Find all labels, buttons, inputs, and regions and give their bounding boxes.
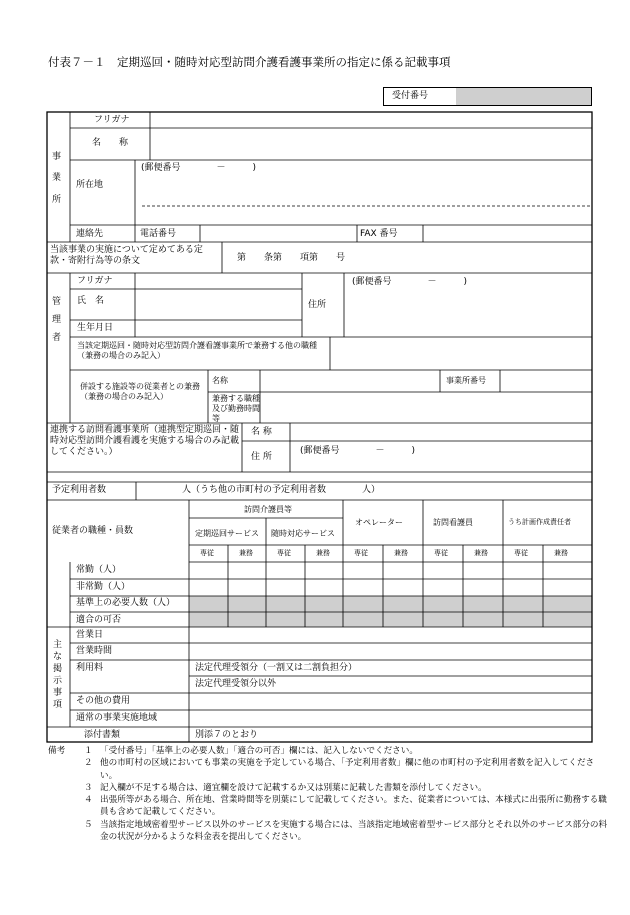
partner-name-label: 名 称 — [251, 427, 272, 437]
fulltime-header: 専従 — [354, 549, 368, 557]
note-text: 出張所等がある場合、所在地、営業時間等を別葉にして記載してください。また、従業者については、本様式に出張所に勤務する職員も含めて記載してください。 — [100, 795, 607, 818]
office-name-label: 名 称 — [92, 138, 129, 148]
service-area-label: 通常の事業実施地域 — [76, 713, 158, 723]
planned-users-label: 予定利用者数 — [52, 485, 107, 495]
office-section-label-1: 事 — [52, 152, 62, 162]
fee-other-label: 法定代理受領分以外 — [195, 679, 277, 689]
attachment-label: 添付書類 — [84, 730, 121, 740]
manager-concurrent-duty-label: 当該定期巡回・随時対応型訪問介護看護事業所で兼務する他の職種（兼務の場合のみ記入） — [77, 341, 317, 360]
office-section-label-2: 業 — [52, 173, 62, 183]
parttime-header: 兼務 — [474, 549, 488, 557]
staff-row-compliance: 適合の可否 — [76, 615, 122, 625]
note-text: 他の市町村の区域においても事業の実施を予定している場合、「予定利用者数」欄に他の市町村の予定利用者数を記入してください。 — [100, 758, 595, 781]
planned-users-value[interactable]: 人（うち他の市町村の予定利用者数 人） — [182, 485, 381, 495]
parttime-header: 兼務 — [239, 549, 253, 557]
staff-label: 従業者の職種・員数 — [52, 526, 134, 536]
office-phone-label: 電話番号 — [140, 229, 177, 239]
office-fax-label: FAX 番号 — [360, 229, 398, 239]
staff-row-parttime: 非常勤（人） — [76, 582, 131, 592]
rules-label: 当該事業の実施について定めてある定款・寄附行為等の条文 — [50, 245, 203, 266]
staff-row-required: 基準上の必要人数（人） — [76, 598, 176, 608]
fulltime-header: 専従 — [434, 549, 448, 557]
manager-address-label: 住所 — [308, 300, 327, 310]
manager-name-label: 氏 名 — [77, 296, 105, 306]
notes-section — [48, 745, 608, 843]
note-number: ３ — [84, 782, 93, 793]
manager-section-label-2: 理 — [52, 315, 62, 325]
note-text: 当該指定地域密着型サービス以外のサービスを実施する場合には、当該指定地域密着型サービス部分とそれ以外のサービス部分の料金の状況が分かるような料金表を提出してください。 — [100, 819, 608, 843]
office-address-label: 所在地 — [76, 180, 104, 190]
main-items-label-4: 示 — [53, 676, 63, 686]
manager-postal-code[interactable]: (郵便番号 － ) — [352, 277, 468, 287]
manager-office-number-label: 事業所番号 — [446, 376, 486, 385]
office-postal-code[interactable]: (郵便番号 － ) — [141, 163, 257, 173]
regular-visit-header: 定期巡回サービス — [195, 529, 259, 538]
care-plan-header: うち計画作成責任者 — [508, 518, 571, 526]
note-item — [48, 819, 608, 844]
business-days-label: 営業日 — [76, 630, 104, 640]
fulltime-header: 専従 — [200, 549, 214, 557]
manager-section-label-3: 者 — [52, 333, 62, 343]
fee-statutory-label: 法定代理受領分（一割又は二割負担分） — [195, 663, 358, 673]
operator-header: オペレーター — [355, 518, 403, 527]
page-title: 付表７－１ 定期巡回・随時対応型訪問介護看護事業所の指定に係る記載事項 — [48, 55, 451, 69]
note-number: １ — [84, 746, 93, 756]
note-number: ４ — [84, 795, 93, 806]
staff-row-fulltime: 常勤（人） — [76, 565, 122, 575]
note-item — [48, 782, 608, 794]
parttime-header: 兼務 — [394, 549, 408, 557]
other-costs-label: その他の費用 — [76, 696, 131, 706]
receipt-number-label: 受付番号 — [392, 91, 429, 101]
fulltime-header: 専従 — [277, 549, 291, 557]
business-hours-label: 営業時間 — [76, 646, 113, 656]
partner-label: 連携する訪問看護事業所（連携型定期巡回・随時対応型訪問介護看護を実施する場合のみ記載してください。） — [50, 425, 240, 457]
office-furigana-label: フリガナ — [94, 115, 130, 125]
manager-section-label-1: 管 — [52, 297, 62, 307]
fees-label: 利用料 — [76, 663, 104, 673]
rules-article-value[interactable]: 第 条第 項第 号 — [237, 253, 346, 263]
note-text: 記入欄が不足する場合は、適宜欄を設けて記載するか又は別葉に記載した書類を添付してください。 — [100, 782, 487, 793]
manager-birthdate-label: 生年月日 — [77, 323, 114, 333]
note-item — [48, 757, 608, 782]
main-items-label-1: 主 — [53, 640, 63, 650]
visiting-nurse-header: 訪問看護員 — [433, 518, 473, 527]
main-items-label-6: 項 — [53, 700, 63, 710]
on-demand-header: 随時対応サービス — [271, 529, 335, 538]
note-item — [48, 794, 608, 819]
main-items-label-5: 事 — [53, 688, 63, 698]
notes-heading: 備考 — [48, 746, 66, 756]
partner-address-label: 住 所 — [251, 452, 272, 462]
office-contact-label: 連絡先 — [76, 229, 104, 239]
visiting-caregiver-header: 訪問介護員等 — [244, 505, 292, 514]
main-items-label-2: な — [53, 652, 63, 662]
manager-other-facility-label: 併設する施設等の従業者との兼務（兼務の場合のみ記入） — [80, 382, 200, 401]
office-section-label-3: 所 — [52, 195, 62, 205]
manager-facility-name-label: 名称 — [212, 376, 228, 385]
note-item — [48, 745, 608, 757]
parttime-header: 兼務 — [554, 549, 568, 557]
attachment-value: 別添７のとおり — [195, 730, 259, 740]
parttime-header: 兼務 — [316, 549, 330, 557]
note-text: 「受付番号」「基準上の必要人数」「適合の可否」欄には、記入しないでください。 — [100, 746, 418, 756]
manager-furigana-label: フリガナ — [77, 276, 113, 286]
note-number: ５ — [84, 819, 93, 830]
manager-duty-hours-label: 兼務する職種及び勤務時間等 — [212, 394, 260, 423]
fulltime-header: 専従 — [514, 549, 528, 557]
partner-postal-code[interactable]: (郵便番号 － ) — [300, 446, 416, 456]
main-items-label-3: 掲 — [53, 664, 63, 674]
note-number: ２ — [84, 758, 93, 769]
